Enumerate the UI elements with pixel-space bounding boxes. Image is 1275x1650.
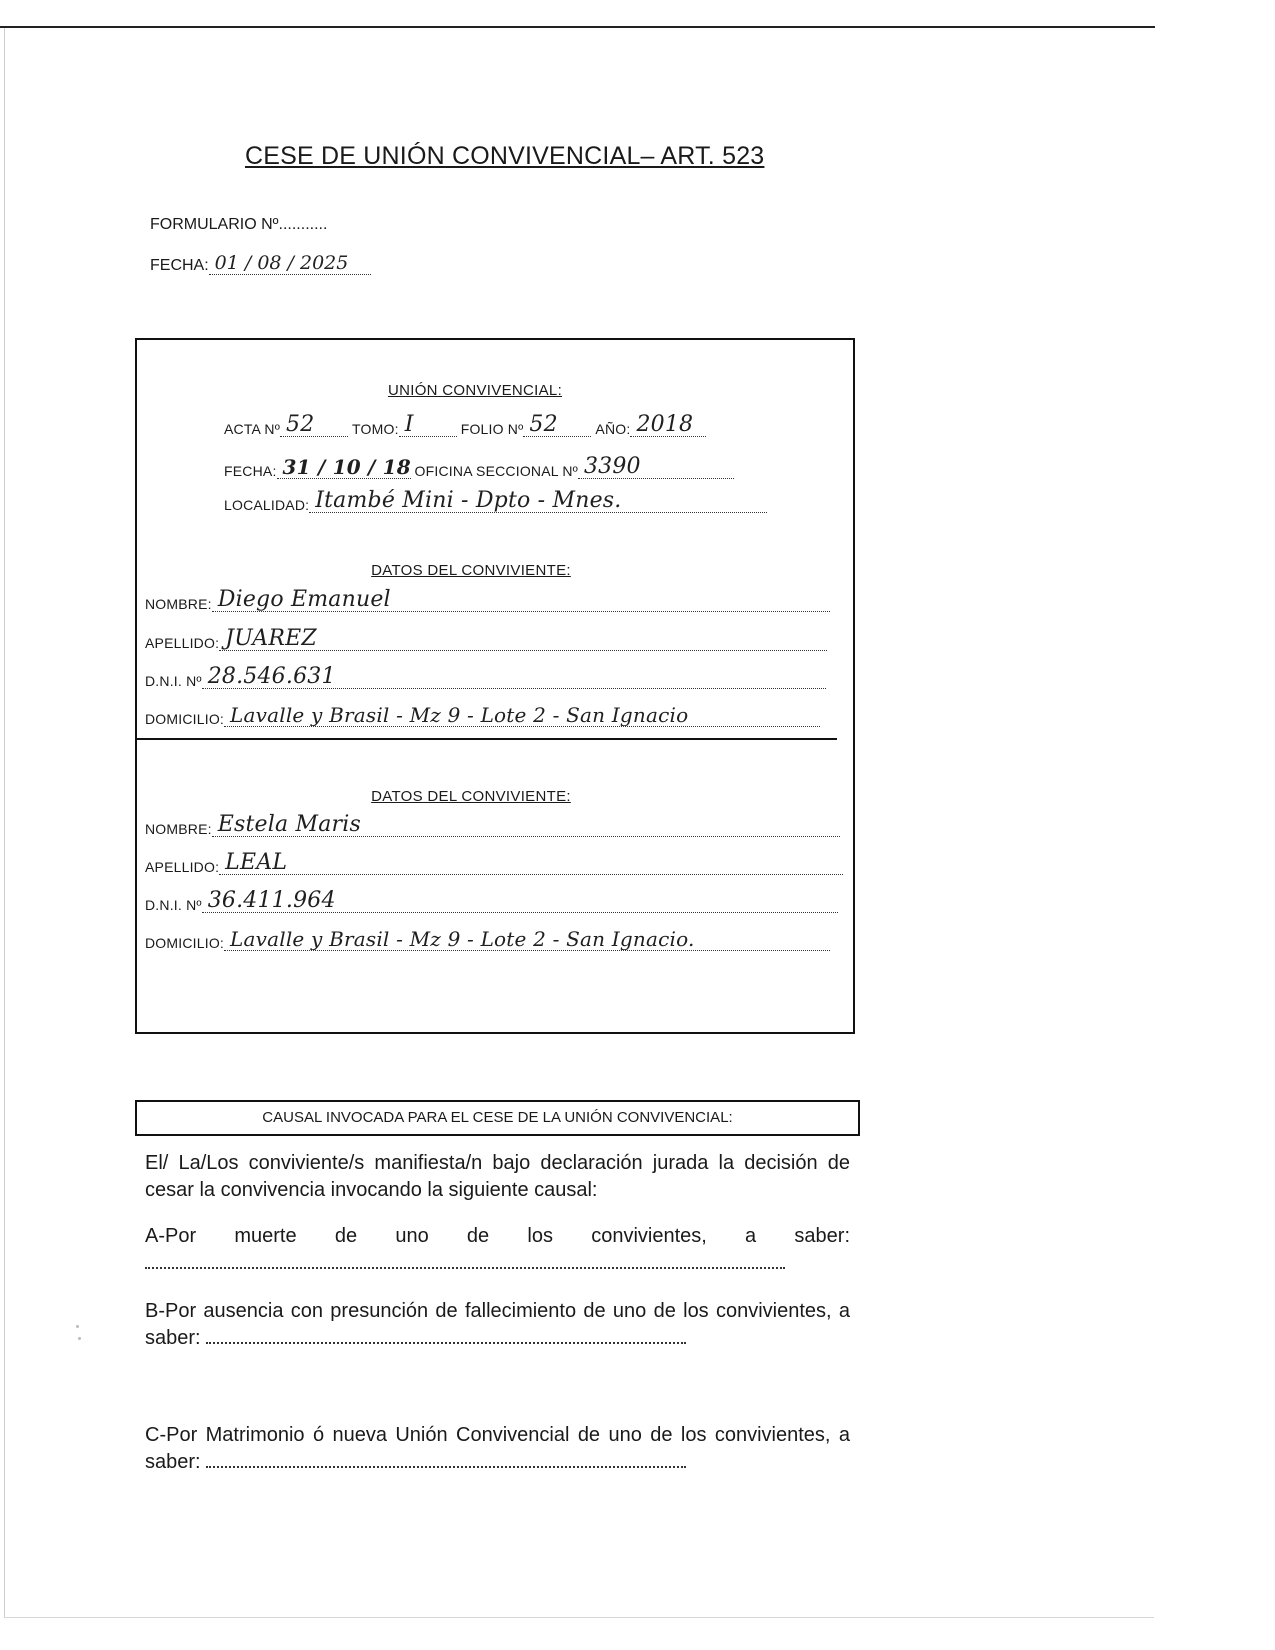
folio-value: 52 (523, 410, 591, 437)
page-top-rule (0, 26, 1155, 28)
nombre-label: NOMBRE: (145, 821, 212, 837)
option-a-text: A-Por muerte de uno de los convivientes, a saber: (145, 1225, 850, 1247)
domicilio-label: DOMICILIO: (145, 935, 225, 951)
dni-value: 28.546.631 (202, 662, 826, 689)
conviviente-1-heading: DATOS DEL CONVIVIENTE: (371, 562, 571, 579)
apellido-value: LEAL (219, 848, 843, 875)
fecha-label: FECHA: (150, 257, 209, 274)
conviviente-2-nombre-row (145, 810, 840, 837)
option-c-text: C-Por Matrimonio ó nueva Unión Convivencial de uno de los convivientes, a saber: (145, 1424, 850, 1473)
causal-intro: El/ La/Los conviviente/s manifiesta/n bajo declaración jurada la decisión de cesar la convivencia invocando la siguiente causal: (145, 1152, 850, 1201)
dni-label: D.N.I. Nº (145, 673, 202, 689)
conviviente-1-nombre-row (145, 585, 830, 612)
localidad-value: Itambé Mini - Dpto - Mnes. (309, 486, 767, 513)
section-divider (137, 738, 837, 740)
domicilio-label: DOMICILIO: (145, 711, 225, 727)
option-b-fill-line (206, 1342, 686, 1344)
acta-value: 52 (280, 410, 348, 437)
union-data-box (135, 338, 855, 1034)
conviviente-2-apellido-row (145, 848, 843, 875)
oficina-value: 3390 (578, 452, 734, 479)
conviviente-1-apellido-row (145, 624, 827, 651)
causal-option-b (145, 1298, 850, 1352)
option-c-fill-line (206, 1466, 686, 1468)
scan-speck (78, 1337, 81, 1340)
conviviente-2-dni-row (145, 886, 838, 913)
localidad-label: LOCALIDAD: (224, 497, 310, 513)
anio-label: AÑO: (595, 421, 631, 437)
conviviente-1-dni-row (145, 662, 826, 689)
nombre-value: Diego Emanuel (212, 585, 830, 612)
dni-label: D.N.I. Nº (145, 897, 202, 913)
domicilio-value: Lavalle y Brasil - Mz 9 - Lote 2 - San Ignacio. (224, 924, 830, 951)
folio-label: FOLIO Nº (460, 421, 524, 437)
causal-option-a (145, 1223, 850, 1277)
fecha-oficina-row (224, 452, 734, 479)
conviviente-1-domicilio-row (145, 700, 820, 727)
apellido-label: APELLIDO: (145, 635, 220, 651)
conviviente-2-domicilio-row (145, 924, 830, 951)
domicilio-value: Lavalle y Brasil - Mz 9 - Lote 2 - San Ignacio (224, 700, 820, 727)
acta-label: ACTA Nº (224, 421, 281, 437)
union-fecha-value: 31 / 10 / 18 (277, 452, 411, 479)
apellido-value: JUAREZ (219, 624, 827, 651)
tomo-label: TOMO: (352, 421, 399, 437)
nombre-value: Estela Maris (212, 810, 840, 837)
scan-left-edge (4, 28, 5, 1618)
causal-heading-box: CAUSAL INVOCADA PARA EL CESE DE LA UNIÓN CONVIVENCIAL: (135, 1100, 860, 1136)
dni-value: 36.411.964 (202, 886, 838, 913)
union-heading: UNIÓN CONVIVENCIAL: (387, 382, 563, 399)
tomo-value: I (399, 410, 457, 437)
apellido-label: APELLIDO: (145, 859, 220, 875)
acta-row (224, 410, 706, 437)
fecha-line (150, 252, 371, 275)
fecha-value: 01 / 08 / 2025 (209, 252, 371, 275)
formulario-line: FORMULARIO Nº........... (150, 216, 328, 233)
conviviente-2-heading: DATOS DEL CONVIVIENTE: (371, 788, 571, 805)
option-a-fill-line (145, 1267, 785, 1269)
scan-speck (76, 1325, 79, 1328)
oficina-label: OFICINA SECCIONAL Nº (414, 463, 578, 479)
localidad-row (224, 486, 767, 513)
option-b-text: B-Por ausencia con presunción de fallecimiento de uno de los convivientes, a saber: (145, 1300, 850, 1349)
causal-option-c (145, 1422, 850, 1476)
nombre-label: NOMBRE: (145, 596, 212, 612)
union-fecha-label: FECHA: (224, 463, 277, 479)
document-title: CESE DE UNIÓN CONVIVENCIAL– ART. 523 (245, 142, 765, 170)
anio-value: 2018 (630, 410, 706, 437)
scan-bottom-edge (4, 1617, 1154, 1618)
